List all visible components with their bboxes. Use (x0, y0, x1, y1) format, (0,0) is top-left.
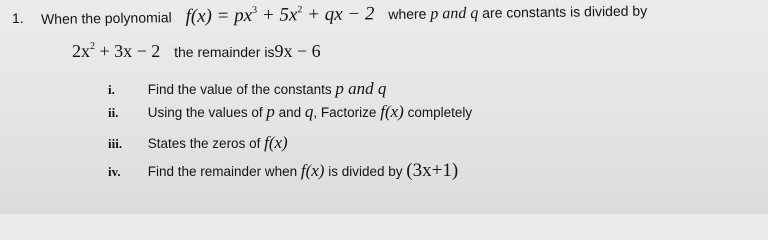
part-text: Find the remainder when (147, 164, 298, 179)
polynomial-rhs: $px^3 + 5x^2$ + qx − 2 (234, 3, 375, 27)
remainder-value: 9x − 6 (274, 41, 321, 61)
part-iv (108, 160, 458, 182)
part-math: p and q (335, 79, 387, 98)
stem-where: where (388, 5, 427, 23)
part-text: , Factorize (313, 105, 377, 120)
remainder-intro: the remainder is (174, 44, 275, 60)
constants-vars: p and q (430, 4, 479, 23)
part-iii (108, 133, 288, 153)
part-text: Find the value of the constants (147, 82, 332, 97)
part-text: completely (407, 105, 473, 120)
part-ii (108, 102, 472, 122)
part-text: States the zeros of (147, 136, 261, 151)
part-label: ii. (108, 105, 119, 120)
divisor-polynomial: $2x^2 + 3x - 2$ (72, 41, 161, 61)
part-i (108, 79, 386, 99)
part-math: f(x) (300, 161, 325, 180)
part-text: is divided by (328, 164, 403, 179)
stem-intro: When the polynomial (40, 9, 172, 27)
question-stem-line-2 (72, 41, 321, 62)
part-math: q (304, 102, 314, 121)
part-label: iii. (108, 136, 123, 151)
stem-end: are constants is divided by (482, 2, 648, 21)
part-label: iv. (108, 164, 121, 179)
part-label: i. (108, 82, 115, 97)
part-math: f(x) (380, 102, 404, 121)
question-number: 1. (12, 10, 24, 26)
part-math: f(x) (264, 133, 288, 152)
polynomial-lhs: f(x) (185, 5, 213, 27)
part-math: (3x+1) (406, 160, 459, 181)
question-stem-line-1: When the polynomial $f(x) = px^3 + 5x^2$ + qx − 2 where p and q are constants is divided by (40, 2, 648, 27)
part-math: p (266, 102, 275, 121)
part-text: Using the values of (147, 105, 263, 120)
part-text: and (278, 105, 302, 120)
